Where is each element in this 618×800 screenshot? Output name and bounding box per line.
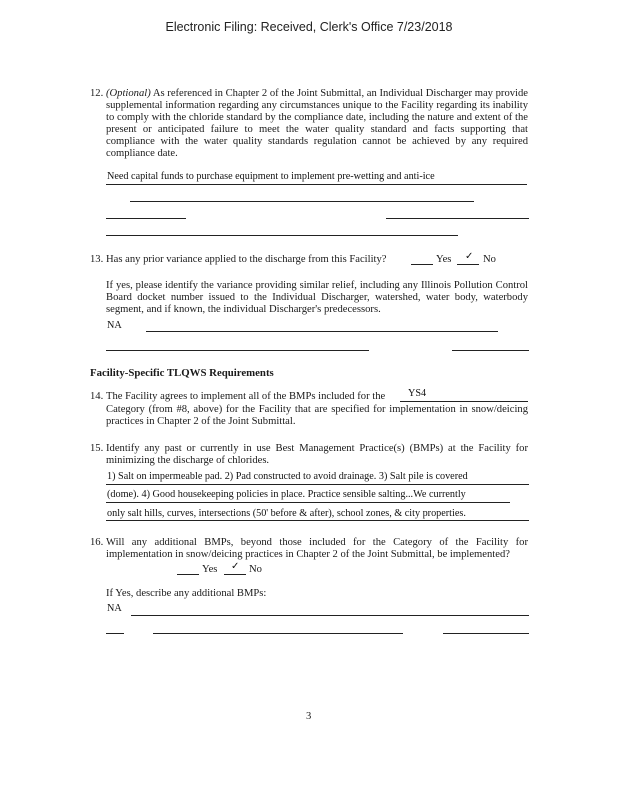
q13-answer-line-2a	[106, 350, 369, 351]
q12-number: 12.	[90, 88, 104, 99]
q12-answer: Need capital funds to purchase equipment to implement pre-wetting and anti-ice	[107, 171, 435, 182]
q16-no-checkmark: ✓	[231, 561, 240, 572]
q15-answer-line-3	[106, 520, 529, 521]
q14-number: 14.	[90, 391, 104, 402]
q16-text: Will any additional BMPs, beyond those included for the Category of the Facility for implementation in snow/deicing practices in Chapter 2 of the Joint Submittal, be implemented?	[106, 537, 528, 560]
q13-yes-blank[interactable]	[411, 264, 433, 265]
q13-number: 13.	[90, 254, 104, 265]
q12-answer-line-1	[106, 184, 527, 185]
q13-no-label: No	[483, 254, 496, 265]
q16-yes-blank[interactable]	[177, 574, 199, 575]
q16-yes-label: Yes	[202, 564, 218, 575]
q16-followup: If Yes, describe any additional BMPs:	[106, 588, 267, 599]
q15-answer-1: 1) Salt on impermeable pad. 2) Pad constructed to avoid drainage. 3) Salt pile is covered	[107, 471, 468, 482]
q14-text-before: The Facility agrees to implement all of the BMPs included for the	[106, 391, 386, 402]
q13-answer-line-1	[146, 331, 498, 332]
q16-no-blank[interactable]	[224, 574, 246, 575]
q15-answer-3: only salt hills, curves, intersections (50' before & after), school zones, & city properties.	[107, 508, 466, 519]
q15-number: 15.	[90, 443, 104, 454]
q15-answer-line-2	[106, 502, 510, 503]
q12-answer-line-3a	[106, 218, 186, 219]
q13-question: Has any prior variance applied to the discharge from this Facility?	[106, 254, 387, 265]
q13-answer: NA	[107, 320, 122, 331]
page-number: 3	[306, 711, 312, 722]
filing-header: Electronic Filing: Received, Clerk's Office 7/23/2018	[165, 20, 453, 34]
q13-no-blank[interactable]	[457, 264, 479, 265]
q12-body: As referenced in Chapter 2 of the Joint Submittal, an Individual Discharger may provide supplemental information regarding any circumstances unique to the Facility regarding its inability to comply with the chloride standard by the compliance date, including the nature and extent of the present or anticipated failure to meet the water quality standard and facts supporting that compliance with the water quality standards regulation cannot be achieved by any required compliance date.	[106, 88, 528, 159]
q12-text	[106, 88, 528, 159]
q16-answer-line-2c	[443, 633, 529, 634]
q16-number: 16.	[90, 537, 104, 548]
section-heading: Facility-Specific TLQWS Requirements	[90, 367, 274, 379]
q15-answer-line-1	[106, 484, 529, 485]
q15-text: Identify any past or currently in use Best Management Practice(s) (BMPs) at the Facility for minimizing the discharge of chlorides.	[106, 443, 528, 466]
q16-no-label: No	[249, 564, 262, 575]
q14-fill-line	[400, 401, 528, 402]
q13-no-checkmark: ✓	[465, 251, 474, 262]
q12-answer-line-4	[106, 235, 458, 236]
q13-answer-line-2b	[452, 350, 529, 351]
q16-answer-line-2b	[153, 633, 403, 634]
q16-answer-line-2a	[106, 633, 124, 634]
q12-answer-line-2	[130, 201, 474, 202]
q15-answer-2: (dome). 4) Good housekeeping policies in place. Practice sensible salting...We currently	[107, 489, 466, 500]
q12-answer-line-3b	[386, 218, 529, 219]
q16-answer: NA	[107, 603, 122, 614]
q12-optional: (Optional)	[106, 88, 151, 99]
q14-fill: YS4	[408, 388, 427, 399]
q13-followup: If yes, please identify the variance providing similar relief, including any Illinois Pollution Control Board docket number issued to the Individual Discharger, watershed, water body, waterbody segment, and if known, the individual Discharger's predecessors.	[106, 280, 528, 315]
q13-yes-label: Yes	[436, 254, 452, 265]
q14-text-after: Category (from #8, above) for the Facility that are specified for implementation in snow/deicing practices in Chapter 2 of the Joint Submittal.	[106, 404, 528, 427]
q16-answer-line-1	[131, 615, 529, 616]
